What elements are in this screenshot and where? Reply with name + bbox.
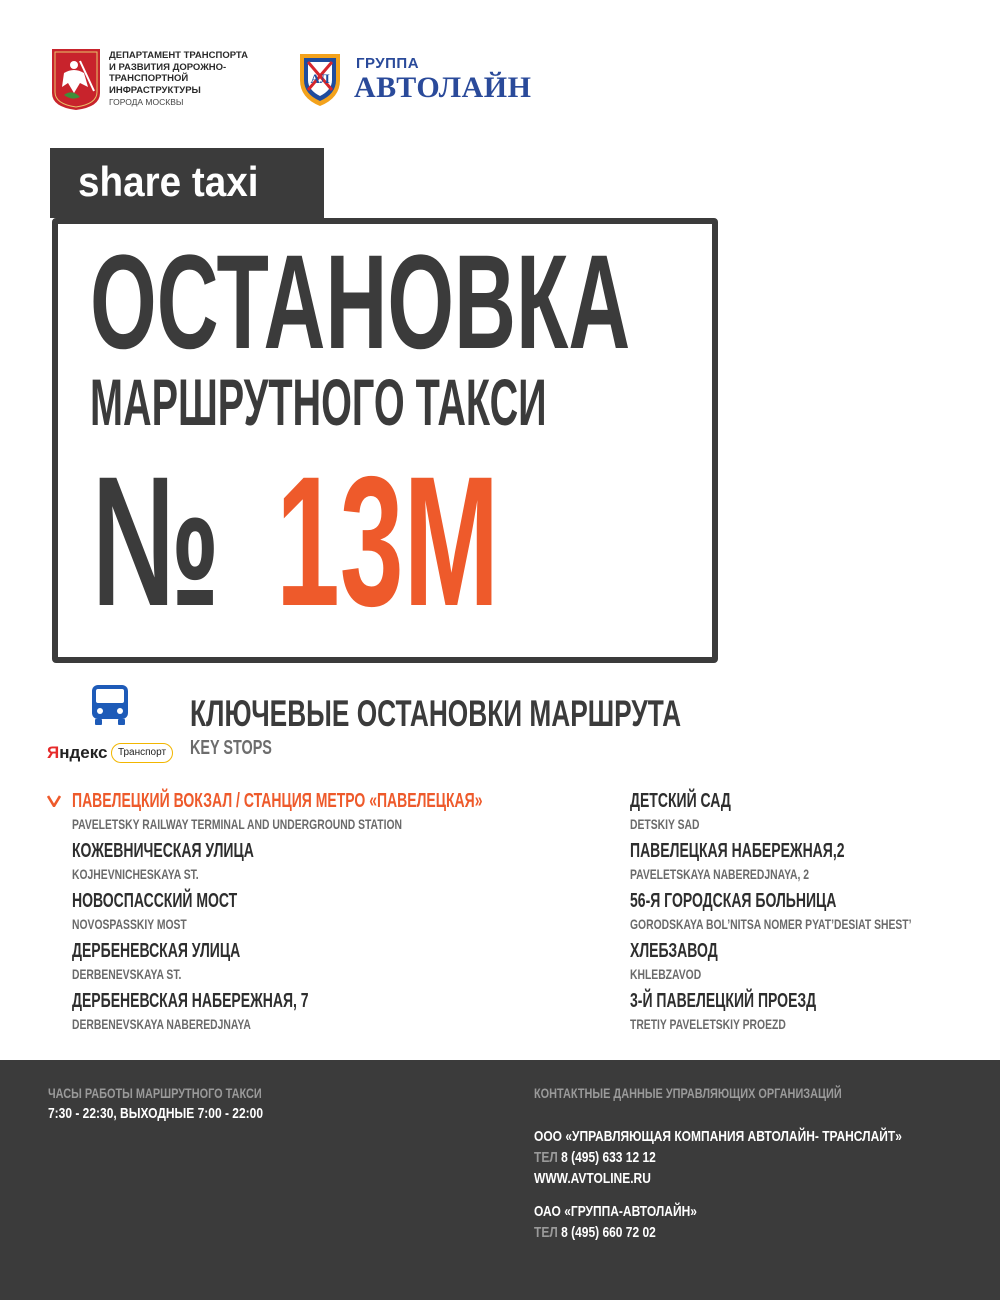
stop-name-en: NOVOSPASSKIY MOST (72, 916, 187, 932)
yandex-logo-letter: Я (47, 743, 60, 762)
key-stops-title: КЛЮЧЕВЫЕ ОСТАНОВКИ МАРШРУТА (190, 693, 682, 734)
org1-website: WWW.AVTOLINE.RU (534, 1170, 651, 1187)
org2-phone (534, 1224, 656, 1241)
stop-name-ru: ХЛЕБЗАВОД (630, 940, 718, 962)
yandex-transport-badge: Транспорт (111, 743, 173, 763)
moscow-coat-of-arms-icon (50, 47, 102, 111)
yandex-logo (47, 743, 107, 763)
shield-letters: АЛ (310, 71, 330, 86)
org2-phone-number: 8 (495) 660 72 02 (561, 1224, 656, 1241)
stop-name-ru: ПАВЕЛЕЦКАЯ НАБЕРЕЖНАЯ,2 (630, 840, 845, 862)
org2-phone-label: ТЕЛ (534, 1224, 558, 1241)
org1-phone (534, 1149, 656, 1166)
autoline-brand-name: АВТОЛАЙН (354, 71, 532, 104)
number-sign: № (92, 439, 220, 645)
stop-name-en: DETSKIY SAD (630, 816, 700, 832)
autoline-group-label: ГРУППА (356, 55, 420, 72)
autoline-shield-logo-icon (296, 50, 344, 108)
contacts-label: КОНТАКТНЫЕ ДАННЫЕ УПРАВЛЯЮЩИХ ОРГАНИЗАЦИЙ (534, 1085, 842, 1101)
route-number: 13М (276, 439, 500, 645)
stop-name-en: TRETIY PAVELETSKIY PROEZD (630, 1016, 786, 1032)
yandex-logo-rest: ндекс (59, 743, 108, 762)
stop-name-ru: 56-Я ГОРОДСКАЯ БОЛЬНИЦА (630, 890, 837, 912)
key-stops-subtitle: KEY STOPS (190, 737, 272, 759)
stop-name-ru: НОВОСПАССКИЙ МОСТ (72, 890, 238, 912)
stop-name-ru: ДЕТСКИЙ САД (630, 790, 731, 812)
stop-name-en: PAVELETSKY RAILWAY TERMINAL AND UNDERGROUND STATION (72, 816, 403, 832)
department-name (109, 50, 248, 96)
org1-name: ООО «УПРАВЛЯЮЩАЯ КОМПАНИЯ АВТОЛАЙН- ТРАНСЛАЙТ» (534, 1128, 902, 1145)
stop-name-en: KOJHEVNICHESKAYA ST. (72, 866, 199, 882)
department-city: ГОРОДА МОСКВЫ (109, 97, 184, 107)
stop-name-en: KHLEBZAVOD (630, 966, 702, 982)
department-line: ИНФРАСТРУКТУРЫ (109, 84, 201, 96)
sign-title-stop: ОСТАНОВКА (90, 228, 631, 377)
stop-name-ru: ДЕРБЕНЕВСКАЯ НАБЕРЕЖНАЯ, 7 (72, 990, 309, 1012)
stop-name-ru: КОЖЕВНИЧЕСКАЯ УЛИЦА (72, 840, 254, 862)
bus-icon (88, 683, 132, 727)
org1-phone-number: 8 (495) 633 12 12 (561, 1149, 656, 1166)
stop-name-en: DERBENEVSKAYA NABEREDJNAYA (72, 1016, 251, 1032)
stop-name-ru: ПАВЕЛЕЦКИЙ ВОКЗАЛ / СТАНЦИЯ МЕТРО «ПАВЕЛЕЦКАЯ» (72, 790, 483, 812)
department-line: ТРАНСПОРТНОЙ (109, 73, 189, 84)
hours-label: ЧАСЫ РАБОТЫ МАРШРУТНОГО ТАКСИ (48, 1085, 262, 1101)
share-taxi-label: share taxi (78, 158, 259, 205)
stop-name-en: DERBENEVSKAYA ST. (72, 966, 182, 982)
stop-name-ru: ДЕРБЕНЕВСКАЯ УЛИЦА (72, 940, 241, 962)
current-stop-chevron-icon (47, 795, 61, 807)
hours-value: 7:30 - 22:30, ВЫХОДНЫЕ 7:00 - 22:00 (48, 1105, 263, 1122)
org1-phone-label: ТЕЛ (534, 1149, 558, 1166)
department-line: ДЕПАРТАМЕНТ ТРАНСПОРТА (109, 50, 249, 61)
stop-name-en: GORODSKAYA BOL’NITSA NOMER PYAT’DESIAT SHEST’ (630, 916, 912, 932)
stop-name-en: PAVELETSKAYA NABEREDJNAYA, 2 (630, 866, 810, 882)
department-line: И РАЗВИТИЯ ДОРОЖНО- (109, 61, 227, 73)
stop-name-ru: 3-Й ПАВЕЛЕЦКИЙ ПРОЕЗД (630, 990, 817, 1012)
org2-name: ОАО «ГРУППА-АВТОЛАЙН» (534, 1203, 697, 1220)
sign-title-route-taxi: МАРШРУТНОГО ТАКСИ (90, 365, 547, 439)
